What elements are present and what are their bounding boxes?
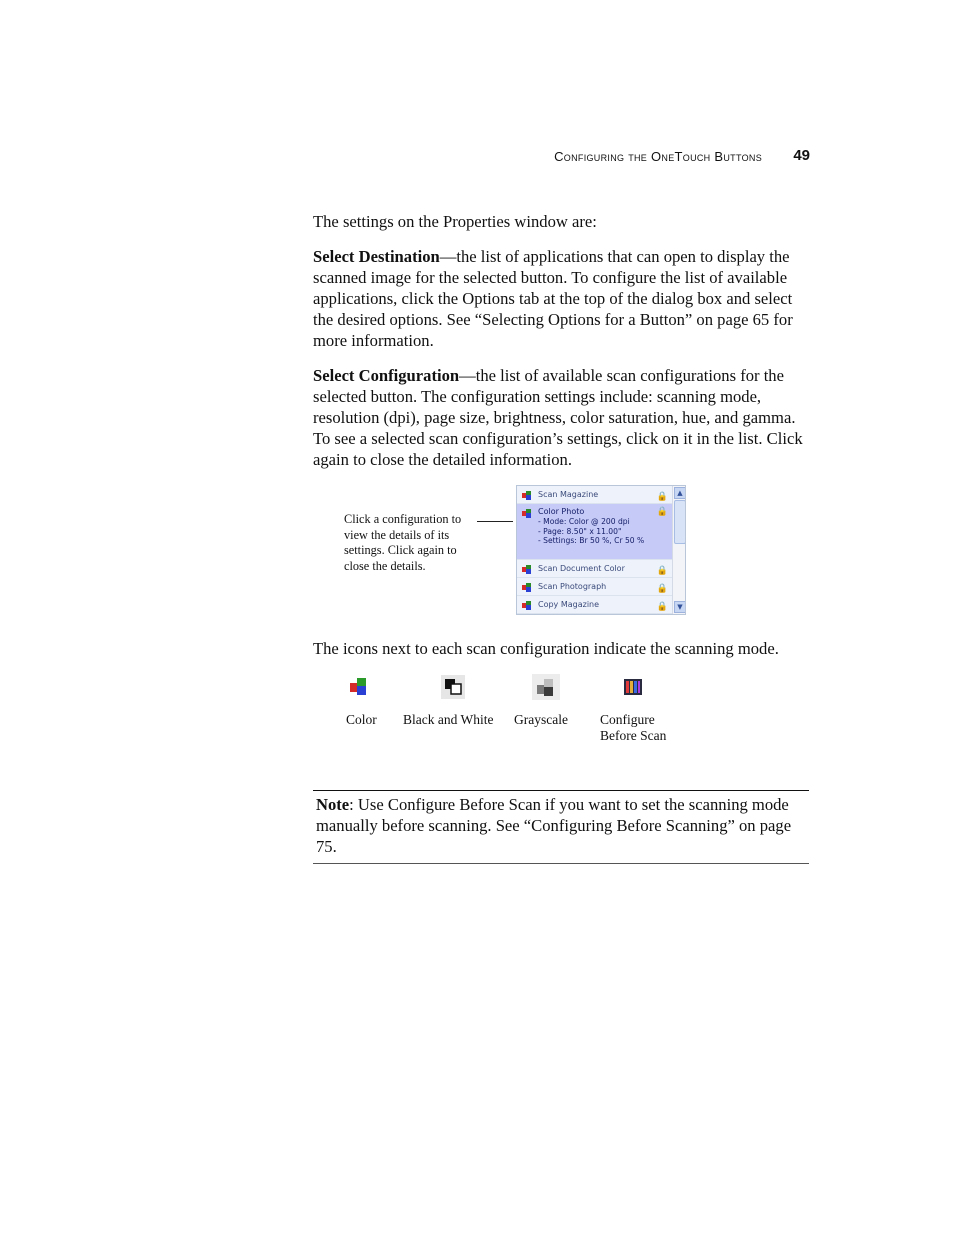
color-mode-icon: [521, 564, 533, 574]
lock-icon: 🔒: [656, 602, 668, 612]
list-item[interactable]: [517, 560, 672, 578]
list-item[interactable]: [517, 486, 672, 504]
grayscale-mode-label: Grayscale: [514, 712, 568, 727]
list-item[interactable]: [517, 578, 672, 596]
note-box: [313, 790, 809, 864]
page-number: 49: [793, 147, 810, 164]
lock-icon: 🔒: [656, 584, 668, 594]
list-item-label: Scan Document Color: [538, 564, 625, 573]
black-and-white-mode-icon: [441, 675, 465, 699]
select-configuration-paragraph: [313, 365, 809, 470]
select-configuration-term: Select Configuration: [313, 366, 460, 385]
color-mode-icon: [348, 675, 370, 697]
select-destination-term: Select Destination: [313, 247, 440, 266]
list-item-label: Copy Magazine: [538, 600, 600, 609]
vertical-scrollbar[interactable]: [672, 486, 685, 614]
icons-intro-paragraph: The icons next to each scan configuration indicate the scanning mode.: [313, 639, 779, 658]
list-item[interactable]: [517, 596, 672, 614]
list-item-label: Scan Magazine: [538, 490, 599, 499]
page-header: [520, 147, 810, 169]
color-mode-icon: [521, 582, 533, 592]
detail-settings: - Settings: Br 50 %, Cr 50 %: [538, 536, 645, 545]
select-destination-text: —the list of applications that can open to display the scanned image for the selected button. To configure the list of available applications, click the Options tab at the top of the dialog box and select the desired options. See “Selecting Options for a Button” on page 65 for more information.: [313, 247, 793, 350]
section-title: Configuring the OneTouch Buttons: [554, 149, 762, 164]
scrollbar-thumb[interactable]: [674, 500, 686, 544]
color-mode-icon: [521, 508, 533, 518]
select-configuration-text: —the list of available scan configurations for the selected button. The configuration settings include: scanning mode, resolution (dpi), page size, brightness, color saturation, hue, and gamma. To see a selected scan configuration’s settings, click on it in the list. Click again to close the detailed information.: [313, 366, 803, 469]
color-mode-label: Color: [346, 712, 377, 727]
intro-paragraph: The settings on the Properties window are:: [313, 212, 597, 231]
scroll-up-arrow-icon[interactable]: ▲: [674, 487, 686, 499]
color-mode-icon: [521, 490, 533, 500]
scroll-down-arrow-icon[interactable]: ▼: [674, 601, 686, 613]
grayscale-mode-icon: [532, 674, 560, 700]
callout-leader-line: [477, 521, 513, 522]
color-mode-icon: [521, 600, 533, 610]
lock-icon: 🔒: [656, 492, 668, 502]
list-item-label: Color Photo: [538, 507, 585, 516]
detail-mode: - Mode: Color @ 200 dpi: [538, 517, 630, 526]
configuration-list: [517, 486, 672, 614]
lock-icon: 🔒: [656, 566, 668, 576]
configuration-list-screenshot: [516, 485, 686, 615]
detail-page: - Page: 8.50" x 11.00": [538, 526, 622, 536]
black-and-white-mode-label: Black and White: [403, 712, 494, 727]
select-destination-paragraph: [313, 246, 809, 351]
callout-text: Click a configuration to view the details of its settings. Click again to close the details.: [344, 512, 462, 573]
list-item-label: Scan Photograph: [538, 582, 607, 591]
lock-icon: 🔒: [656, 507, 668, 517]
configure-before-scan-label: Configure Before Scan: [600, 712, 667, 743]
note-label: Note: [316, 795, 350, 814]
note-text: : Use Configure Before Scan if you want to set the scanning mode manually before scanning. See “Configuring Before Scanning” on page 75.: [316, 795, 792, 856]
list-item-selected[interactable]: [517, 504, 672, 560]
configure-before-scan-icon: [622, 676, 644, 698]
